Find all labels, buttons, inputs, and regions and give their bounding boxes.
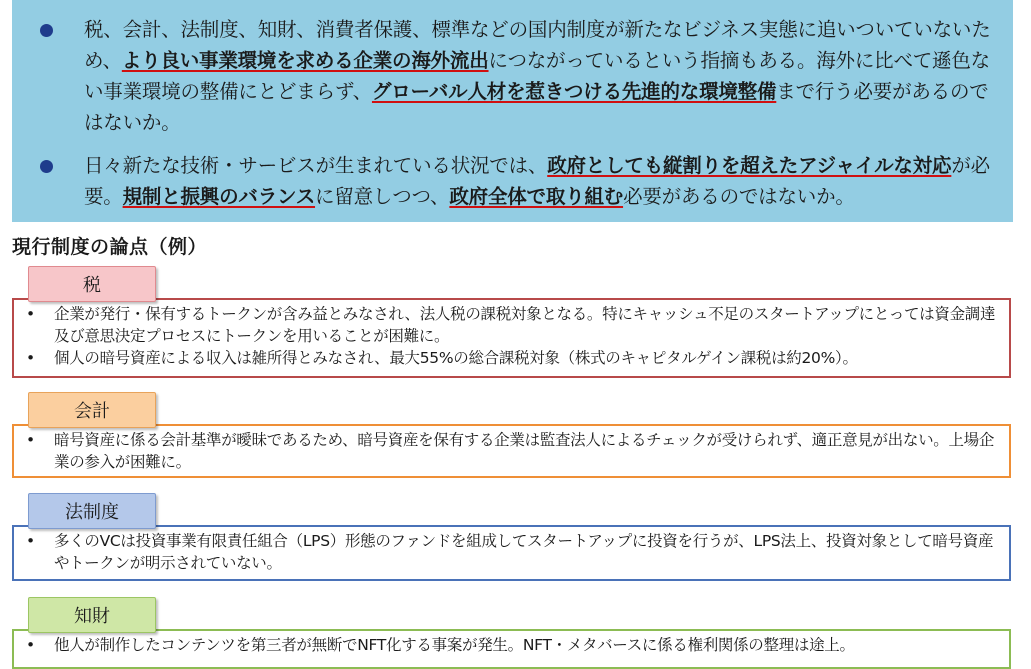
text-segment: まで行う必要があるのではないか。 — [84, 80, 989, 134]
list-item — [24, 634, 999, 656]
item-text: 企業が発行・保有するトークンが含み益とみなされ、法人税の課税対象となる。特にキャッシュ不足のスタートアップにとっては資金調達及び意思決定プロセスにトークンを用いることが困難に。 — [54, 305, 996, 345]
box-accounting — [12, 424, 1011, 478]
summary-bullet-1 — [34, 14, 993, 138]
bullet-mark: • — [26, 349, 35, 367]
text-segment: 必要があるのではないか。 — [623, 185, 855, 208]
text-segment: につながっているという指摘もある。海外に比べて遜色ない事業環境の整備にとどまらず、 — [84, 49, 990, 103]
bullet-dot-icon — [40, 160, 53, 173]
emphasized-text: グローバル人材を惹きつける先進的な環境整備 — [371, 80, 777, 103]
item-text: 暗号資産に係る会計基準が曖昧であるため、暗号資産を保有する企業は監査法人によるチェックが受けられず、適正意見が出ない。上場企業の参入が困難に。 — [54, 431, 995, 471]
tag-ip — [28, 597, 156, 633]
box-ip — [12, 629, 1011, 669]
bullet-mark: • — [26, 305, 35, 323]
item-text: 多くのVCは投資事業有限責任組合（LPS）形態のファンドを組成してスタートアップに投資を行うが、LPS法上、投資対象として暗号資産やトークンが明示されていない。 — [54, 532, 994, 572]
list-item — [24, 347, 999, 369]
section-heading: 現行制度の論点（例） — [12, 236, 208, 258]
emphasized-text: 政府全体で取り組む — [449, 185, 624, 208]
item-text: 個人の暗号資産による収入は雑所得とみなされ、最大55%の総合課税対象（株式のキャピタルゲイン課税は約20%）。 — [54, 349, 858, 367]
emphasized-text: 政府としても縦割りを超えたアジャイルな対応 — [547, 154, 952, 177]
summary-bullet-2 — [34, 150, 993, 212]
bullet-dot-icon — [40, 24, 53, 37]
tag-legal — [28, 493, 156, 529]
bullet-mark: • — [26, 636, 35, 654]
list-item — [24, 303, 999, 347]
text-segment: に留意しつつ、 — [315, 185, 450, 208]
text-segment: 税、会計、法制度、知財、消費者保護、標準などの国内制度が新たなビジネス実態に追いついていないため、 — [84, 18, 991, 72]
bullet-mark: • — [26, 532, 35, 550]
box-legal — [12, 525, 1011, 581]
emphasized-text: より良い事業環境を求める企業の海外流出 — [121, 49, 489, 72]
summary-panel — [12, 0, 1013, 222]
tag-label: 会計 — [74, 401, 110, 422]
bullet-mark: • — [26, 431, 35, 449]
list-item — [24, 530, 999, 574]
tag-label: 知財 — [74, 606, 110, 627]
tag-label: 税 — [83, 275, 101, 296]
list-item — [24, 429, 999, 473]
tag-accounting — [28, 392, 156, 428]
tag-label: 法制度 — [65, 502, 119, 523]
text-segment: が必要。 — [84, 154, 990, 208]
tag-tax — [28, 266, 156, 302]
text-segment: 日々新たな技術・サービスが生まれている状況では、 — [84, 154, 548, 177]
item-text: 他人が制作したコンテンツを第三者が無断でNFT化する事案が発生。NFT・メタバースに係る権利関係の整理は途上。 — [54, 636, 855, 654]
box-tax — [12, 298, 1011, 378]
emphasized-text: 規制と振興のバランス — [122, 185, 316, 208]
